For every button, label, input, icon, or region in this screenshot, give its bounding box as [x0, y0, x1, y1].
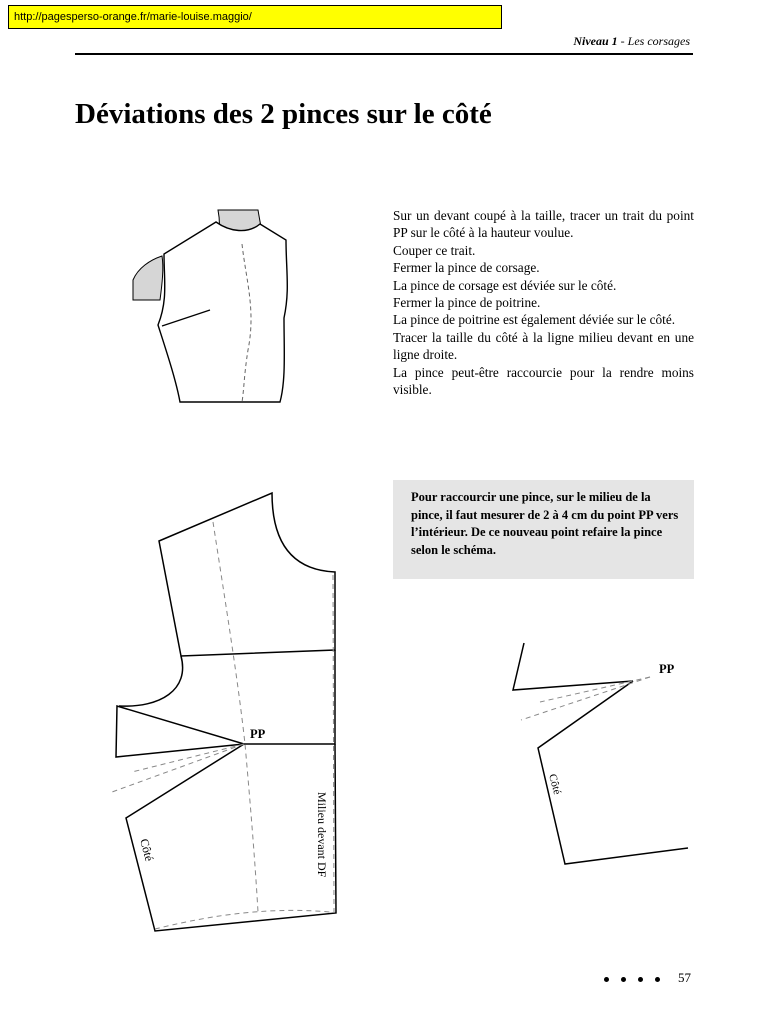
dart-center-dashed [213, 522, 258, 912]
small-lower-edge [538, 681, 688, 864]
instruction-line: La pince de poitrine est également déviée sur le côté. [393, 312, 676, 328]
source-url[interactable]: http://pagesperso-orange.fr/marie-louise.maggio/ [8, 5, 502, 29]
footer-dots [604, 977, 664, 987]
small-dashed-2 [540, 677, 650, 702]
waist-dashed [155, 910, 330, 929]
lower-piece [126, 744, 336, 931]
upper-piece [159, 493, 335, 656]
instruction-line: Sur un devant coupé à la taille, tracer un trait du point PP sur le côté à la hauteur voulue. [393, 208, 694, 241]
instruction-line: La pince peut-être raccourcie pour la rendre moins visible. [393, 364, 694, 398]
deviation-dashed-2 [132, 744, 244, 772]
instruction-line: Tracer la taille du côté à la ligne milieu devant en une ligne droite. [393, 329, 694, 363]
instruction-line: Fermer la pince de corsage. [393, 260, 540, 276]
page-number: 57 [678, 970, 691, 985]
small-upper-edge [513, 643, 633, 690]
pp-label-main: PP [250, 727, 266, 741]
header-separator: - [617, 34, 628, 48]
small-dashed-1 [521, 677, 650, 720]
cote-label-small: Côté [546, 772, 564, 796]
header-section: Les corsages [627, 34, 690, 48]
pp-label-small: PP [659, 662, 675, 676]
armhole-curve [119, 656, 183, 706]
note-box: Pour raccourcir une pince, sur le milieu de la pince, il faut mesurer de 2 à 4 cm du point PP vers l’intérieur. De ce nouveau point refaire la pince selon le schéma. [393, 480, 694, 579]
cote-label-main: Côté [137, 837, 157, 863]
milieu-label: Milieu devant DF [315, 792, 329, 878]
instruction-line: La pince de corsage est déviée sur le côté. [393, 277, 617, 293]
instruction-line: Couper ce trait. [393, 242, 476, 258]
instruction-line: Fermer la pince de poitrine. [393, 295, 541, 311]
page-title: Déviations des 2 pinces sur le côté [75, 98, 492, 130]
header-level: Niveau 1 [573, 34, 618, 48]
